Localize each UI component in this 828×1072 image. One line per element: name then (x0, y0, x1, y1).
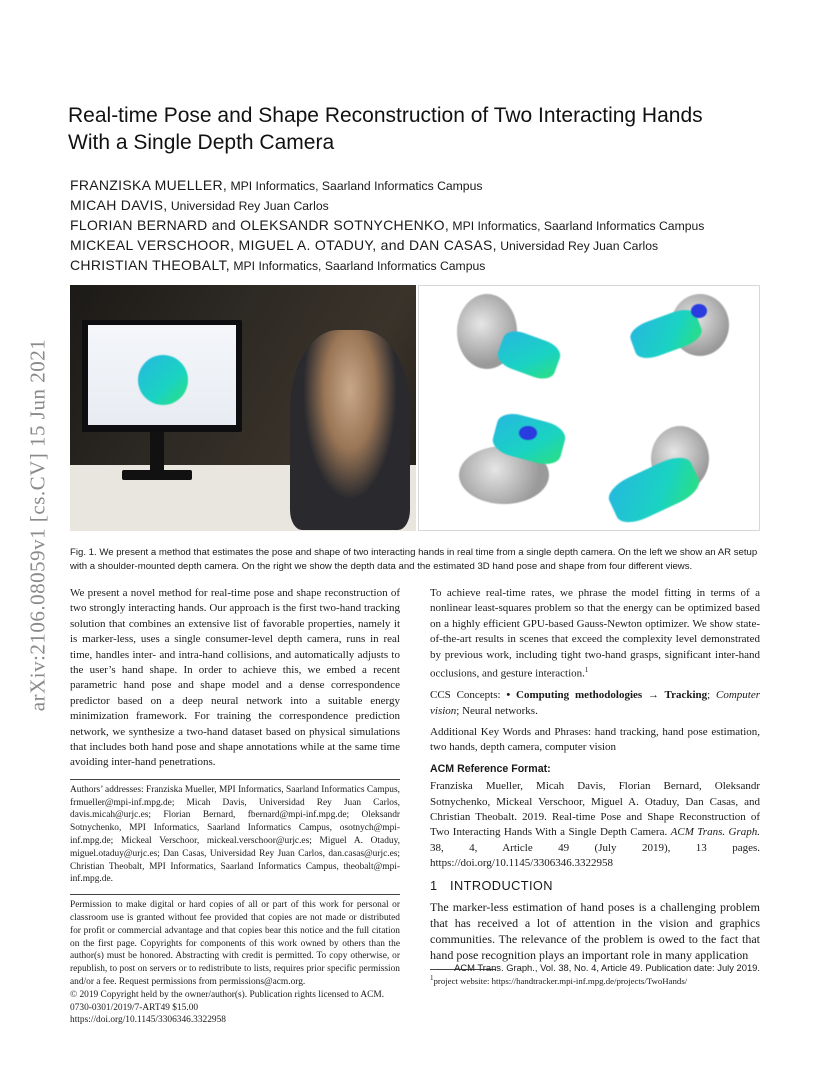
section-number: 1 (430, 877, 438, 893)
author-affiliation: Universidad Rey Juan Carlos (170, 199, 329, 213)
authors-addresses-text: Authors’ addresses: Franziska Mueller, MPI Informatics, Saarland Informatics Campus, frmueller@mpi-inf.mpg.de; Micah Davis, Universidad Rey Juan Carlos, davis.micah@urjc.es; Florian Bernard, fbernard@mpi-inf.mpg.de; Oleksandr Sotnychenko, MPI Informatics, Saarland Informatics Campus, osotnych@mpi-inf.mpg.de; Mickeal Verschoor, mickeal.verschoor@urjc.es; Miguel A. Otaduy, miguel.otaduy@urjc.es; Dan Casas, Universidad Rey Juan Carlos, dan.casas@urjc.es; Christian Theobalt, MPI Informatics, Saarland Informatics Campus, theobalt@mpi-inf.mpg.de. (70, 784, 400, 885)
title-line-2: With a Single Depth Camera (68, 131, 335, 154)
figure-caption: Fig. 1. We present a method that estimates the pose and shape of two interacting hands in real time from a single depth camera. On the left we show an AR setup with a shoulder-mounted depth camera. On the right we show the depth data and the estimated 3D hand pose and shape from four different views. (70, 547, 758, 572)
footnote (430, 972, 760, 987)
author-line (70, 236, 790, 256)
paper-title (68, 102, 768, 156)
abstract: We present a novel method for real-time pose and shape reconstruction of two strongly interacting hands. Our approach is the first two-hand tracking solution that combines an extensive list of favorable properties, namely it is marker-less, uses a single consumer-level depth camera, runs in real time, handles inter- and intra-hand collisions, and automatically adjusts to the user’s hand shape. In order to achieve this, we embed a recent parametric hand pose and shape model and a dense correspondence predictor based on a deep neural network into a suitable energy minimization framework. For training the correspondence prediction network, we synthesize a two-hand dataset based on physical simulations that includes both hand pose and shape annotations while at the same time avoiding inter-hand penetrations. (70, 587, 400, 769)
author-names: FLORIAN BERNARD and OLEKSANDR SOTNYCHENKO, (70, 217, 450, 233)
introduction-text: The marker-less estimation of hand poses is a challenging problem that has received a lot of attention in the vision and graphics communities. The relevance of the problem is owed to the fact that hand pose recognition plays an important role in many application (430, 899, 760, 962)
monitor-screen (88, 325, 236, 425)
title-line-1: Real-time Pose and Shape Reconstruction of Two Interacting Hands (68, 104, 703, 127)
author-list (70, 176, 790, 276)
ccs-label: CCS Concepts: (430, 689, 507, 702)
ccs-tracking: • Computing methodologies → Tracking (506, 689, 708, 702)
arxiv-stamp-text: arXiv:2106.08059v1 [cs.CV] 15 Jun 2021 (25, 338, 50, 712)
depth-views-panel (418, 285, 760, 531)
ccs-neural-networks: ; Neural networks. (456, 704, 538, 717)
keywords: Additional Key Words and Phrases: hand tracking, hand pose estimation, two hands, depth camera, computer vision (430, 725, 760, 754)
ar-setup-photo (70, 285, 416, 531)
left-column (70, 586, 400, 1027)
issn-text: 0730-0301/2019/7-ART49 $15.00 (70, 1002, 199, 1013)
abstract-continued (430, 586, 760, 682)
permission-text: Permission to make digital or hard copies of all or part of this work for personal or classroom use is granted without fee provided that copies are not made or distributed for profit or commercial advantage and that copies bear this notice and the full citation on the first page. Copyrights for components of this work owned by others than the author(s) must be honored. Abstracting with credit is permitted. To copy otherwise, or republish, to post on servers or to redistribute to lists, requires prior specific permission and/or a fee. Request permissions from permissions@acm.org. (70, 900, 400, 988)
monitor-stand (150, 432, 164, 472)
reference-text: Franziska Mueller, Micah Davis, Florian Bernard, Oleksandr Sotnychenko, Mickeal Verschoor, Miguel A. Otaduy, Dan Casas, and Christian Theobalt. 2019. Real-time Pose and Shape Reconstruction of Two Interacting Hands With a Single Depth Camera. (430, 780, 760, 839)
depth-points-blue (691, 304, 707, 318)
author-names: MICKEAL VERSCHOOR, MIGUEL A. OTADUY, and DAN CASAS, (70, 237, 497, 253)
author-affiliation: MPI Informatics, Saarland Informatics Campus (452, 219, 705, 233)
footnote-text[interactable]: project website: https://handtracker.mpi-inf.mpg.de/projects/TwoHands/ (433, 975, 688, 986)
footnote-number: 1 (430, 973, 434, 982)
person-with-depth-camera (290, 330, 410, 530)
page-footer: ACM Trans. Graph., Vol. 38, No. 4, Article 49. Publication date: July 2019. (454, 962, 760, 973)
footnote-marker: 1 (584, 666, 589, 675)
author-names: MICAH DAVIS, (70, 197, 168, 213)
reference-tail: 38, 4, Article 49 (July 2019), 13 pages. https://doi.org/10.1145/3306346.3322958 (430, 841, 760, 870)
author-affiliation: Universidad Rey Juan Carlos (500, 239, 659, 253)
author-names: CHRISTIAN THEOBALT, (70, 257, 230, 273)
ccs-concepts (430, 688, 760, 719)
depth-points-blue (519, 426, 537, 440)
reference-format (430, 779, 760, 871)
monitor (82, 320, 242, 432)
ccs-computer-vision: Computer vision (430, 689, 760, 717)
divider (70, 894, 400, 895)
screen-hand-render (138, 355, 188, 405)
authors-addresses (70, 784, 400, 886)
ccs-separator: ; (707, 689, 716, 702)
reference-journal: ACM Trans. Graph. (670, 826, 760, 839)
abstract-continued-text: To achieve real-time rates, we phrase the model fitting in terms of a nonlinear least-squares problem so that the energy can be optimized based on a highly efficient GPU-based Gauss-Newton optimizer. We show state-of-the-art results in scenes that exceed the complexity level demonstrated by previous work, including tight two-hand grasps, significant inter-hand occlusions, and gesture interaction. (430, 587, 760, 680)
divider (70, 779, 400, 780)
author-line (70, 176, 790, 196)
copyright-text: © 2019 Copyright held by the owner/author(s). Publication rights licensed to ACM. (70, 989, 385, 1000)
reference-format-heading: ACM Reference Format: (430, 762, 551, 775)
author-names: FRANZISKA MUELLER, (70, 177, 228, 193)
teaser-figure (70, 285, 760, 531)
arxiv-stamp (18, 290, 58, 760)
section-title: INTRODUCTION (450, 877, 553, 893)
permission-block (70, 899, 400, 1027)
doi-link[interactable]: https://doi.org/10.1145/3306346.3322958 (70, 1015, 226, 1026)
right-column (430, 586, 760, 987)
author-affiliation: MPI Informatics, Saarland Informatics Campus (233, 259, 486, 273)
section-heading (430, 878, 760, 893)
author-line (70, 216, 790, 236)
author-affiliation: MPI Informatics, Saarland Informatics Campus (230, 179, 483, 193)
depth-points-view-1 (494, 327, 563, 383)
monitor-base (122, 470, 192, 480)
author-line (70, 196, 790, 216)
author-line (70, 256, 790, 276)
